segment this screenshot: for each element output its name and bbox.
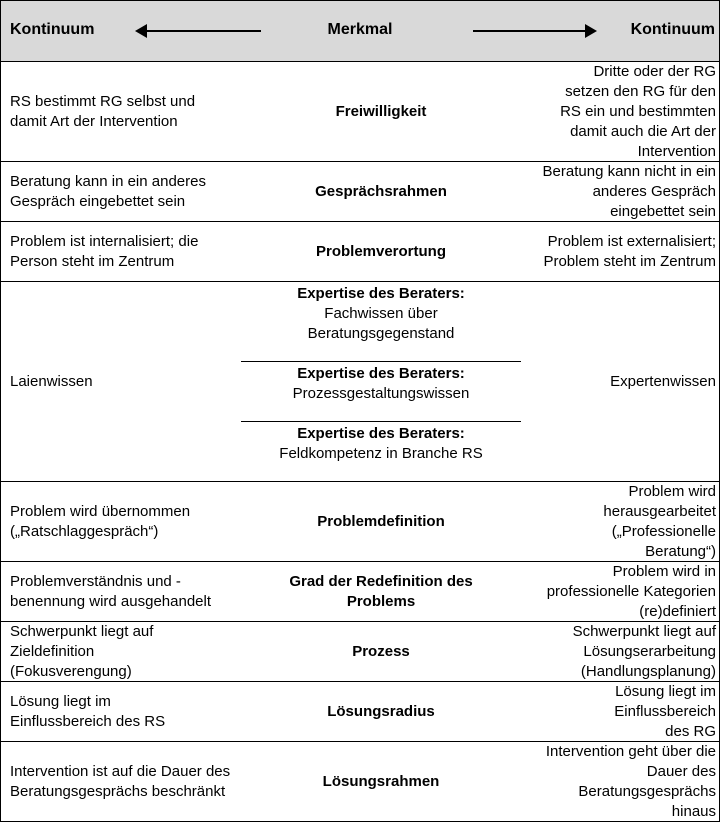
- row-feature-cell: Grad der Redefinition des Problems: [289, 572, 473, 610]
- row-left-cell: Problemverständnis und -benennung wird ausgehandelt: [10, 572, 211, 610]
- table-row-expertise: [1, 282, 719, 482]
- row-left-cell: Laienwissen: [10, 372, 93, 390]
- expertise-item: [241, 284, 521, 344]
- row-feature-cell: Problemverortung: [315, 242, 447, 260]
- row-right-cell: Problem wird in professionelle Kategorien (re)definiert: [546, 562, 716, 620]
- row-left-cell: Lösung liegt im Einflussbereich des RS: [10, 692, 166, 730]
- expertise-divider: [241, 421, 521, 422]
- table-row-problemdefinition: [1, 482, 719, 562]
- row-right-cell: Beratung kann nicht in ein anderes Gespräch eingebettet sein: [542, 162, 716, 220]
- row-left-cell: Problem wird übernommen („Ratschlaggespräch“): [10, 502, 191, 540]
- row-right-cell: Intervention geht über die Dauer des Beratungsgesprächs hinaus: [545, 742, 716, 820]
- expertise-title: Expertise des Beraters:: [297, 365, 465, 382]
- row-left-cell: Problem ist internalisiert; die Person steht im Zentrum: [10, 232, 199, 270]
- table-row-problemverortung: [1, 222, 719, 282]
- row-right-cell: Lösung liegt im Einflussbereich des RG: [614, 682, 716, 740]
- row-feature-cell: Lösungsradius: [327, 702, 435, 720]
- header-middle-label: Merkmal: [327, 21, 393, 38]
- row-feature-cell: Prozess: [352, 642, 410, 660]
- table-row-freiwilligkeit: [1, 62, 719, 162]
- row-right-cell: Dritte oder der RG setzen den RG für den RS ein und bestimmten damit auch die Art der Intervention: [560, 62, 716, 160]
- table-row-redefinition: [1, 562, 719, 622]
- expertise-title: Expertise des Beraters:: [297, 425, 465, 442]
- row-feature-cell: Gesprächsrahmen: [315, 182, 447, 200]
- arrow-right-icon: [473, 30, 591, 32]
- header-right-label: Kontinuum: [630, 21, 715, 38]
- row-feature-cell: Freiwilligkeit: [335, 102, 427, 120]
- expertise-text: Fachwissen über Beratungsgegenstand: [307, 305, 455, 342]
- row-left-cell: RS bestimmt RG selbst und damit Art der Intervention: [10, 92, 196, 130]
- row-feature-cell: Lösungsrahmen: [322, 772, 440, 790]
- row-left-cell: Intervention ist auf die Dauer des Beratungsgesprächs beschränkt: [10, 762, 231, 800]
- table-row-gespraechsrahmen: [1, 162, 719, 222]
- row-right-cell: Expertenwissen: [610, 372, 716, 390]
- row-left-cell: Beratung kann in ein anderes Gespräch eingebettet sein: [10, 172, 206, 210]
- row-right-cell: Problem ist externalisiert; Problem steht im Zentrum: [543, 232, 716, 270]
- row-feature-cell: Problemdefinition: [317, 512, 445, 530]
- expertise-title: Expertise des Beraters:: [297, 285, 465, 302]
- expertise-divider: [241, 361, 521, 362]
- expertise-item: [241, 424, 521, 464]
- table-header: [1, 1, 719, 62]
- table-row-prozess: [1, 622, 719, 682]
- row-left-cell: Schwerpunkt liegt auf Zieldefinition (Fokusverengung): [10, 622, 154, 680]
- header-left-label: Kontinuum: [10, 21, 95, 38]
- expertise-text: Feldkompetenz in Branche RS: [279, 445, 483, 462]
- expertise-text: Prozessgestaltungswissen: [292, 385, 470, 402]
- row-right-cell: Problem wird herausgearbeitet („Professionelle Beratung“): [603, 482, 716, 560]
- table-row-loesungsradius: [1, 682, 719, 742]
- table-row-loesungsrahmen: [1, 742, 719, 822]
- expertise-item: [241, 364, 521, 404]
- row-right-cell: Schwerpunkt liegt auf Lösungserarbeitung (Handlungsplanung): [572, 622, 716, 680]
